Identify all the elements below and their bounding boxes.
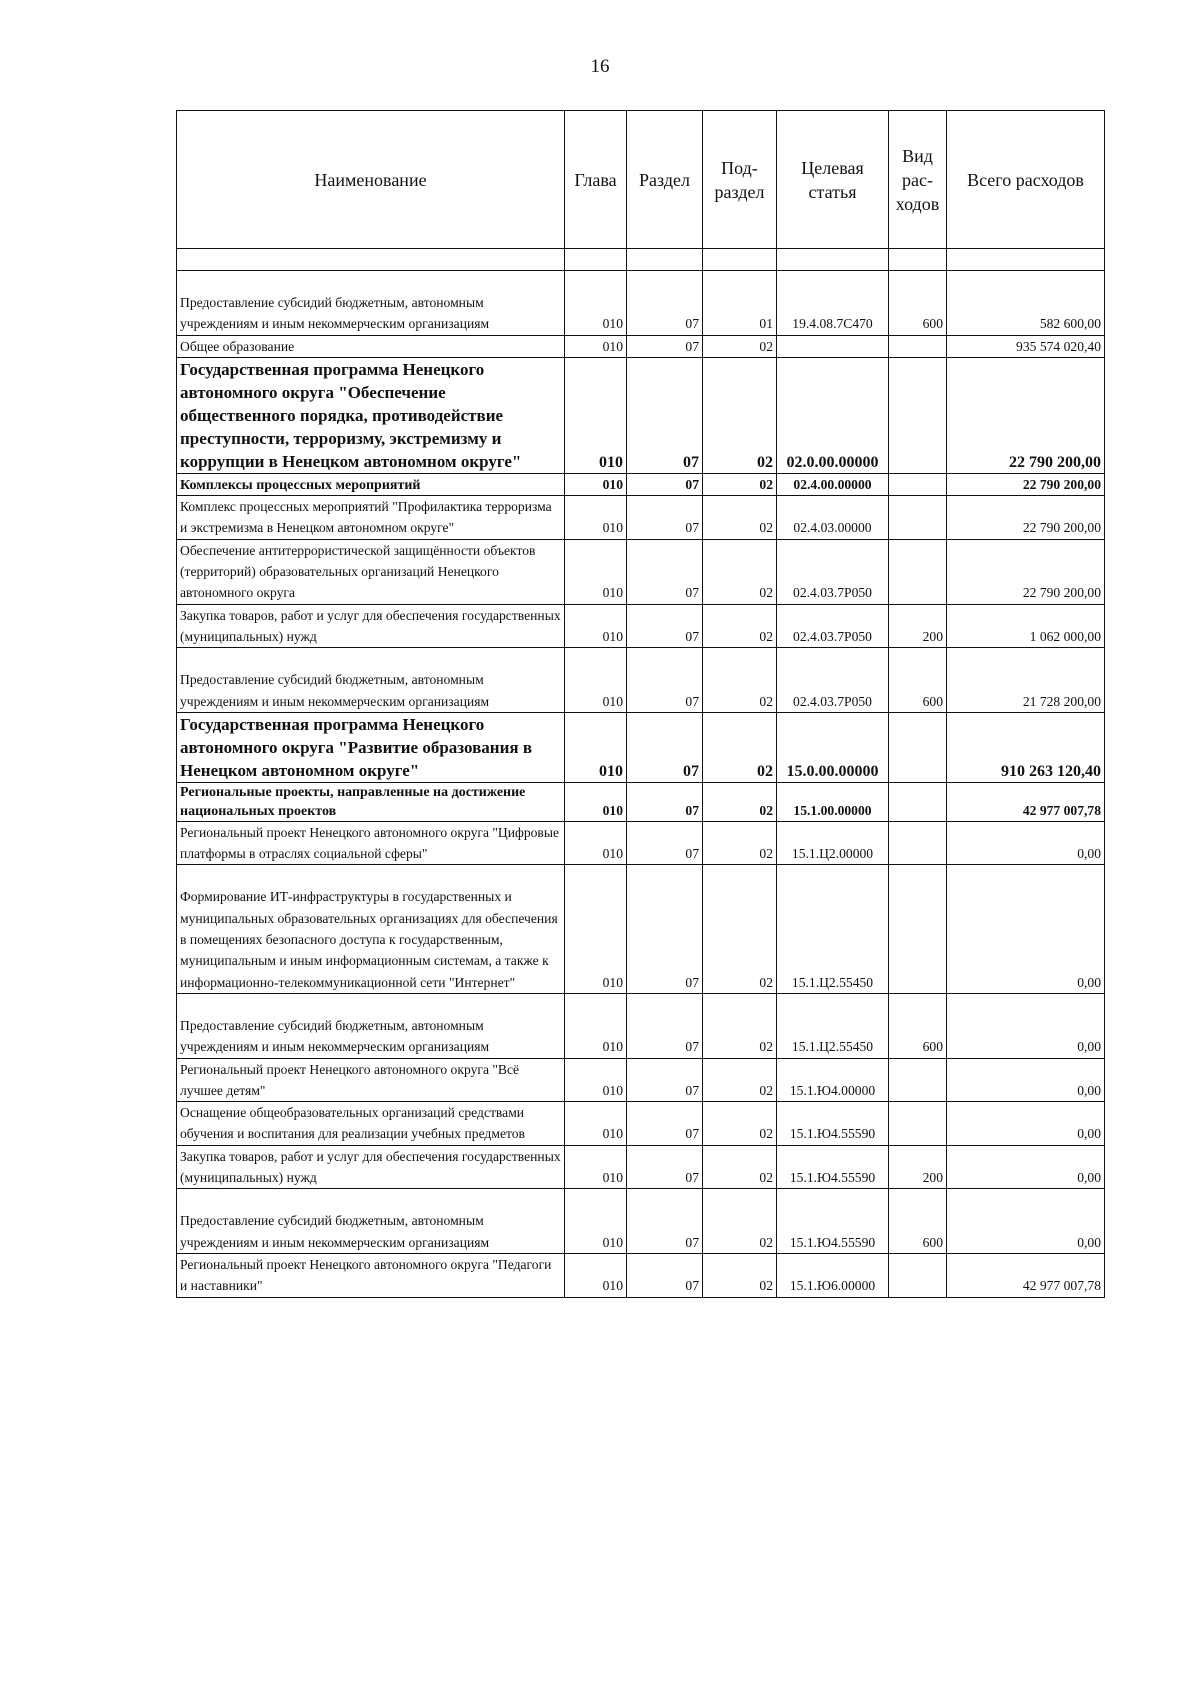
cell-name: Комплексы процессных мероприятий [177, 473, 565, 495]
cell-razdel: 07 [627, 993, 703, 1058]
cell-vid [889, 821, 947, 865]
cell-podrazdel: 02 [703, 1058, 777, 1102]
cell-razdel: 07 [627, 335, 703, 357]
header-vid: Вид рас-ходов [889, 111, 947, 249]
cell-name: Предоставление субсидий бюджетным, автономным учреждениям и иным некоммерческим организациям [177, 993, 565, 1058]
cell-tselevaya: 15.1.Ц2.55450 [777, 993, 889, 1058]
cell-glava: 010 [565, 648, 627, 713]
header-spacer [177, 249, 1105, 271]
header-razdel: Раздел [627, 111, 703, 249]
cell-total: 0,00 [947, 993, 1105, 1058]
table-row [177, 648, 1105, 713]
cell-razdel: 07 [627, 865, 703, 993]
cell-total: 1 062 000,00 [947, 604, 1105, 648]
cell-glava: 010 [565, 496, 627, 540]
cell-total: 42 977 007,78 [947, 782, 1105, 821]
cell-vid: 200 [889, 604, 947, 648]
cell-podrazdel: 02 [703, 712, 777, 782]
table-row [177, 865, 1105, 993]
cell-vid: 600 [889, 648, 947, 713]
cell-vid [889, 496, 947, 540]
cell-podrazdel: 02 [703, 1102, 777, 1146]
cell-tselevaya: 02.4.03.00000 [777, 496, 889, 540]
cell-glava: 010 [565, 1058, 627, 1102]
cell-tselevaya: 15.1.Ю4.55590 [777, 1145, 889, 1189]
cell-razdel: 07 [627, 496, 703, 540]
cell-glava: 010 [565, 712, 627, 782]
cell-razdel: 07 [627, 782, 703, 821]
cell-glava: 010 [565, 271, 627, 336]
cell-vid: 600 [889, 271, 947, 336]
cell-total: 22 790 200,00 [947, 357, 1105, 473]
cell-glava: 010 [565, 821, 627, 865]
cell-podrazdel: 02 [703, 357, 777, 473]
table-row [177, 604, 1105, 648]
cell-name: Оснащение общеобразовательных организаций средствами обучения и воспитания для реализации учебных предметов [177, 1102, 565, 1146]
cell-razdel: 07 [627, 473, 703, 495]
table-row [177, 1189, 1105, 1254]
cell-total: 0,00 [947, 1145, 1105, 1189]
cell-razdel: 07 [627, 357, 703, 473]
cell-total: 22 790 200,00 [947, 496, 1105, 540]
cell-podrazdel: 02 [703, 821, 777, 865]
cell-vid [889, 712, 947, 782]
cell-glava: 010 [565, 1102, 627, 1146]
cell-tselevaya [777, 335, 889, 357]
cell-name: Государственная программа Ненецкого автономного округа "Развитие образования в Ненецком автономном округе" [177, 712, 565, 782]
cell-glava: 010 [565, 473, 627, 495]
cell-podrazdel: 02 [703, 648, 777, 713]
cell-razdel: 07 [627, 604, 703, 648]
cell-razdel: 07 [627, 1102, 703, 1146]
cell-vid [889, 1253, 947, 1297]
cell-tselevaya: 15.1.Ц2.00000 [777, 821, 889, 865]
cell-podrazdel: 02 [703, 1253, 777, 1297]
header-podrazdel: Под-раздел [703, 111, 777, 249]
cell-glava: 010 [565, 604, 627, 648]
cell-vid [889, 539, 947, 604]
cell-razdel: 07 [627, 1058, 703, 1102]
cell-podrazdel: 02 [703, 782, 777, 821]
table-row [177, 712, 1105, 782]
table-header [177, 111, 1105, 249]
table-row [177, 821, 1105, 865]
cell-vid: 200 [889, 1145, 947, 1189]
cell-tselevaya: 19.4.08.7С470 [777, 271, 889, 336]
cell-tselevaya: 15.1.00.00000 [777, 782, 889, 821]
cell-vid [889, 865, 947, 993]
cell-tselevaya: 02.4.00.00000 [777, 473, 889, 495]
cell-razdel: 07 [627, 712, 703, 782]
cell-glava: 010 [565, 865, 627, 993]
cell-total: 0,00 [947, 821, 1105, 865]
cell-name: Региональный проект Ненецкого автономного округа "Цифровые платформы в отраслях социальной сферы" [177, 821, 565, 865]
table-row [177, 271, 1105, 336]
cell-podrazdel: 02 [703, 1189, 777, 1254]
cell-total: 0,00 [947, 1189, 1105, 1254]
cell-total: 21 728 200,00 [947, 648, 1105, 713]
cell-razdel: 07 [627, 821, 703, 865]
cell-podrazdel: 02 [703, 473, 777, 495]
cell-podrazdel: 02 [703, 604, 777, 648]
cell-tselevaya: 02.4.03.7Р050 [777, 539, 889, 604]
cell-podrazdel: 02 [703, 865, 777, 993]
cell-name: Закупка товаров, работ и услуг для обеспечения государственных (муниципальных) нужд [177, 604, 565, 648]
cell-total: 0,00 [947, 865, 1105, 993]
cell-name: Предоставление субсидий бюджетным, автономным учреждениям и иным некоммерческим организациям [177, 271, 565, 336]
cell-total: 22 790 200,00 [947, 539, 1105, 604]
table-row [177, 1145, 1105, 1189]
cell-razdel: 07 [627, 539, 703, 604]
cell-tselevaya: 15.1.Ю4.00000 [777, 1058, 889, 1102]
cell-podrazdel: 02 [703, 539, 777, 604]
table-row [177, 782, 1105, 821]
cell-podrazdel: 01 [703, 271, 777, 336]
cell-vid: 600 [889, 993, 947, 1058]
table-row [177, 993, 1105, 1058]
cell-podrazdel: 02 [703, 335, 777, 357]
cell-total: 22 790 200,00 [947, 473, 1105, 495]
table-row [177, 539, 1105, 604]
cell-razdel: 07 [627, 1145, 703, 1189]
table-row [177, 357, 1105, 473]
header-name: Наименование [177, 111, 565, 249]
table-row [177, 1253, 1105, 1297]
cell-tselevaya: 15.1.Ц2.55450 [777, 865, 889, 993]
cell-tselevaya: 02.4.03.7Р050 [777, 648, 889, 713]
table-row [177, 335, 1105, 357]
cell-podrazdel: 02 [703, 1145, 777, 1189]
cell-tselevaya: 02.4.03.7Р050 [777, 604, 889, 648]
cell-total: 42 977 007,78 [947, 1253, 1105, 1297]
cell-total: 910 263 120,40 [947, 712, 1105, 782]
header-glava: Глава [565, 111, 627, 249]
cell-name: Региональные проекты, направленные на достижение национальных проектов [177, 782, 565, 821]
cell-total: 0,00 [947, 1102, 1105, 1146]
cell-podrazdel: 02 [703, 496, 777, 540]
cell-name: Региональный проект Ненецкого автономного округа "Педагоги и наставники" [177, 1253, 565, 1297]
cell-vid [889, 782, 947, 821]
cell-glava: 010 [565, 1189, 627, 1254]
cell-total: 0,00 [947, 1058, 1105, 1102]
cell-vid [889, 473, 947, 495]
cell-vid [889, 1102, 947, 1146]
table-body [177, 249, 1105, 1298]
table-row [177, 1102, 1105, 1146]
cell-name: Общее образование [177, 335, 565, 357]
table-row [177, 1058, 1105, 1102]
cell-razdel: 07 [627, 1253, 703, 1297]
cell-glava: 010 [565, 539, 627, 604]
cell-vid [889, 357, 947, 473]
table-row [177, 496, 1105, 540]
cell-total: 935 574 020,40 [947, 335, 1105, 357]
header-tselevaya: Целевая статья [777, 111, 889, 249]
cell-name: Государственная программа Ненецкого автономного округа "Обеспечение общественного порядка, противодействие преступности, терроризму, экстремизму и коррупции в Ненецком автономном округе" [177, 357, 565, 473]
cell-glava: 010 [565, 1145, 627, 1189]
cell-tselevaya: 15.1.Ю4.55590 [777, 1102, 889, 1146]
cell-name: Комплекс процессных мероприятий "Профилактика терроризма и экстремизма в Ненецком автономном округе" [177, 496, 565, 540]
cell-tselevaya: 15.1.Ю6.00000 [777, 1253, 889, 1297]
cell-glava: 010 [565, 357, 627, 473]
cell-name: Предоставление субсидий бюджетным, автономным учреждениям и иным некоммерческим организациям [177, 1189, 565, 1254]
cell-tselevaya: 02.0.00.00000 [777, 357, 889, 473]
cell-vid [889, 335, 947, 357]
cell-razdel: 07 [627, 648, 703, 713]
cell-tselevaya: 15.0.00.00000 [777, 712, 889, 782]
cell-razdel: 07 [627, 271, 703, 336]
cell-razdel: 07 [627, 1189, 703, 1254]
cell-name: Региональный проект Ненецкого автономного округа "Всё лучшее детям" [177, 1058, 565, 1102]
cell-vid: 600 [889, 1189, 947, 1254]
cell-name: Формирование ИТ-инфраструктуры в государственных и муниципальных образовательных организациях для обеспечения в помещениях безопасного доступа к государственным, муниципальным и иным информационным системам, а также к информационно-телекоммуникационной сети "Интернет" [177, 865, 565, 993]
cell-glava: 010 [565, 1253, 627, 1297]
budget-table [176, 110, 1105, 1298]
page-number: 16 [590, 56, 610, 77]
cell-tselevaya: 15.1.Ю4.55590 [777, 1189, 889, 1254]
cell-glava: 010 [565, 335, 627, 357]
cell-name: Предоставление субсидий бюджетным, автономным учреждениям и иным некоммерческим организациям [177, 648, 565, 713]
cell-name: Обеспечение антитеррористической защищённости объектов (территорий) образовательных организаций Ненецкого автономного округа [177, 539, 565, 604]
cell-name: Закупка товаров, работ и услуг для обеспечения государственных (муниципальных) нужд [177, 1145, 565, 1189]
cell-podrazdel: 02 [703, 993, 777, 1058]
table-row [177, 473, 1105, 495]
cell-vid [889, 1058, 947, 1102]
header-total: Всего расходов [947, 111, 1105, 249]
cell-total: 582 600,00 [947, 271, 1105, 336]
cell-glava: 010 [565, 993, 627, 1058]
cell-glava: 010 [565, 782, 627, 821]
